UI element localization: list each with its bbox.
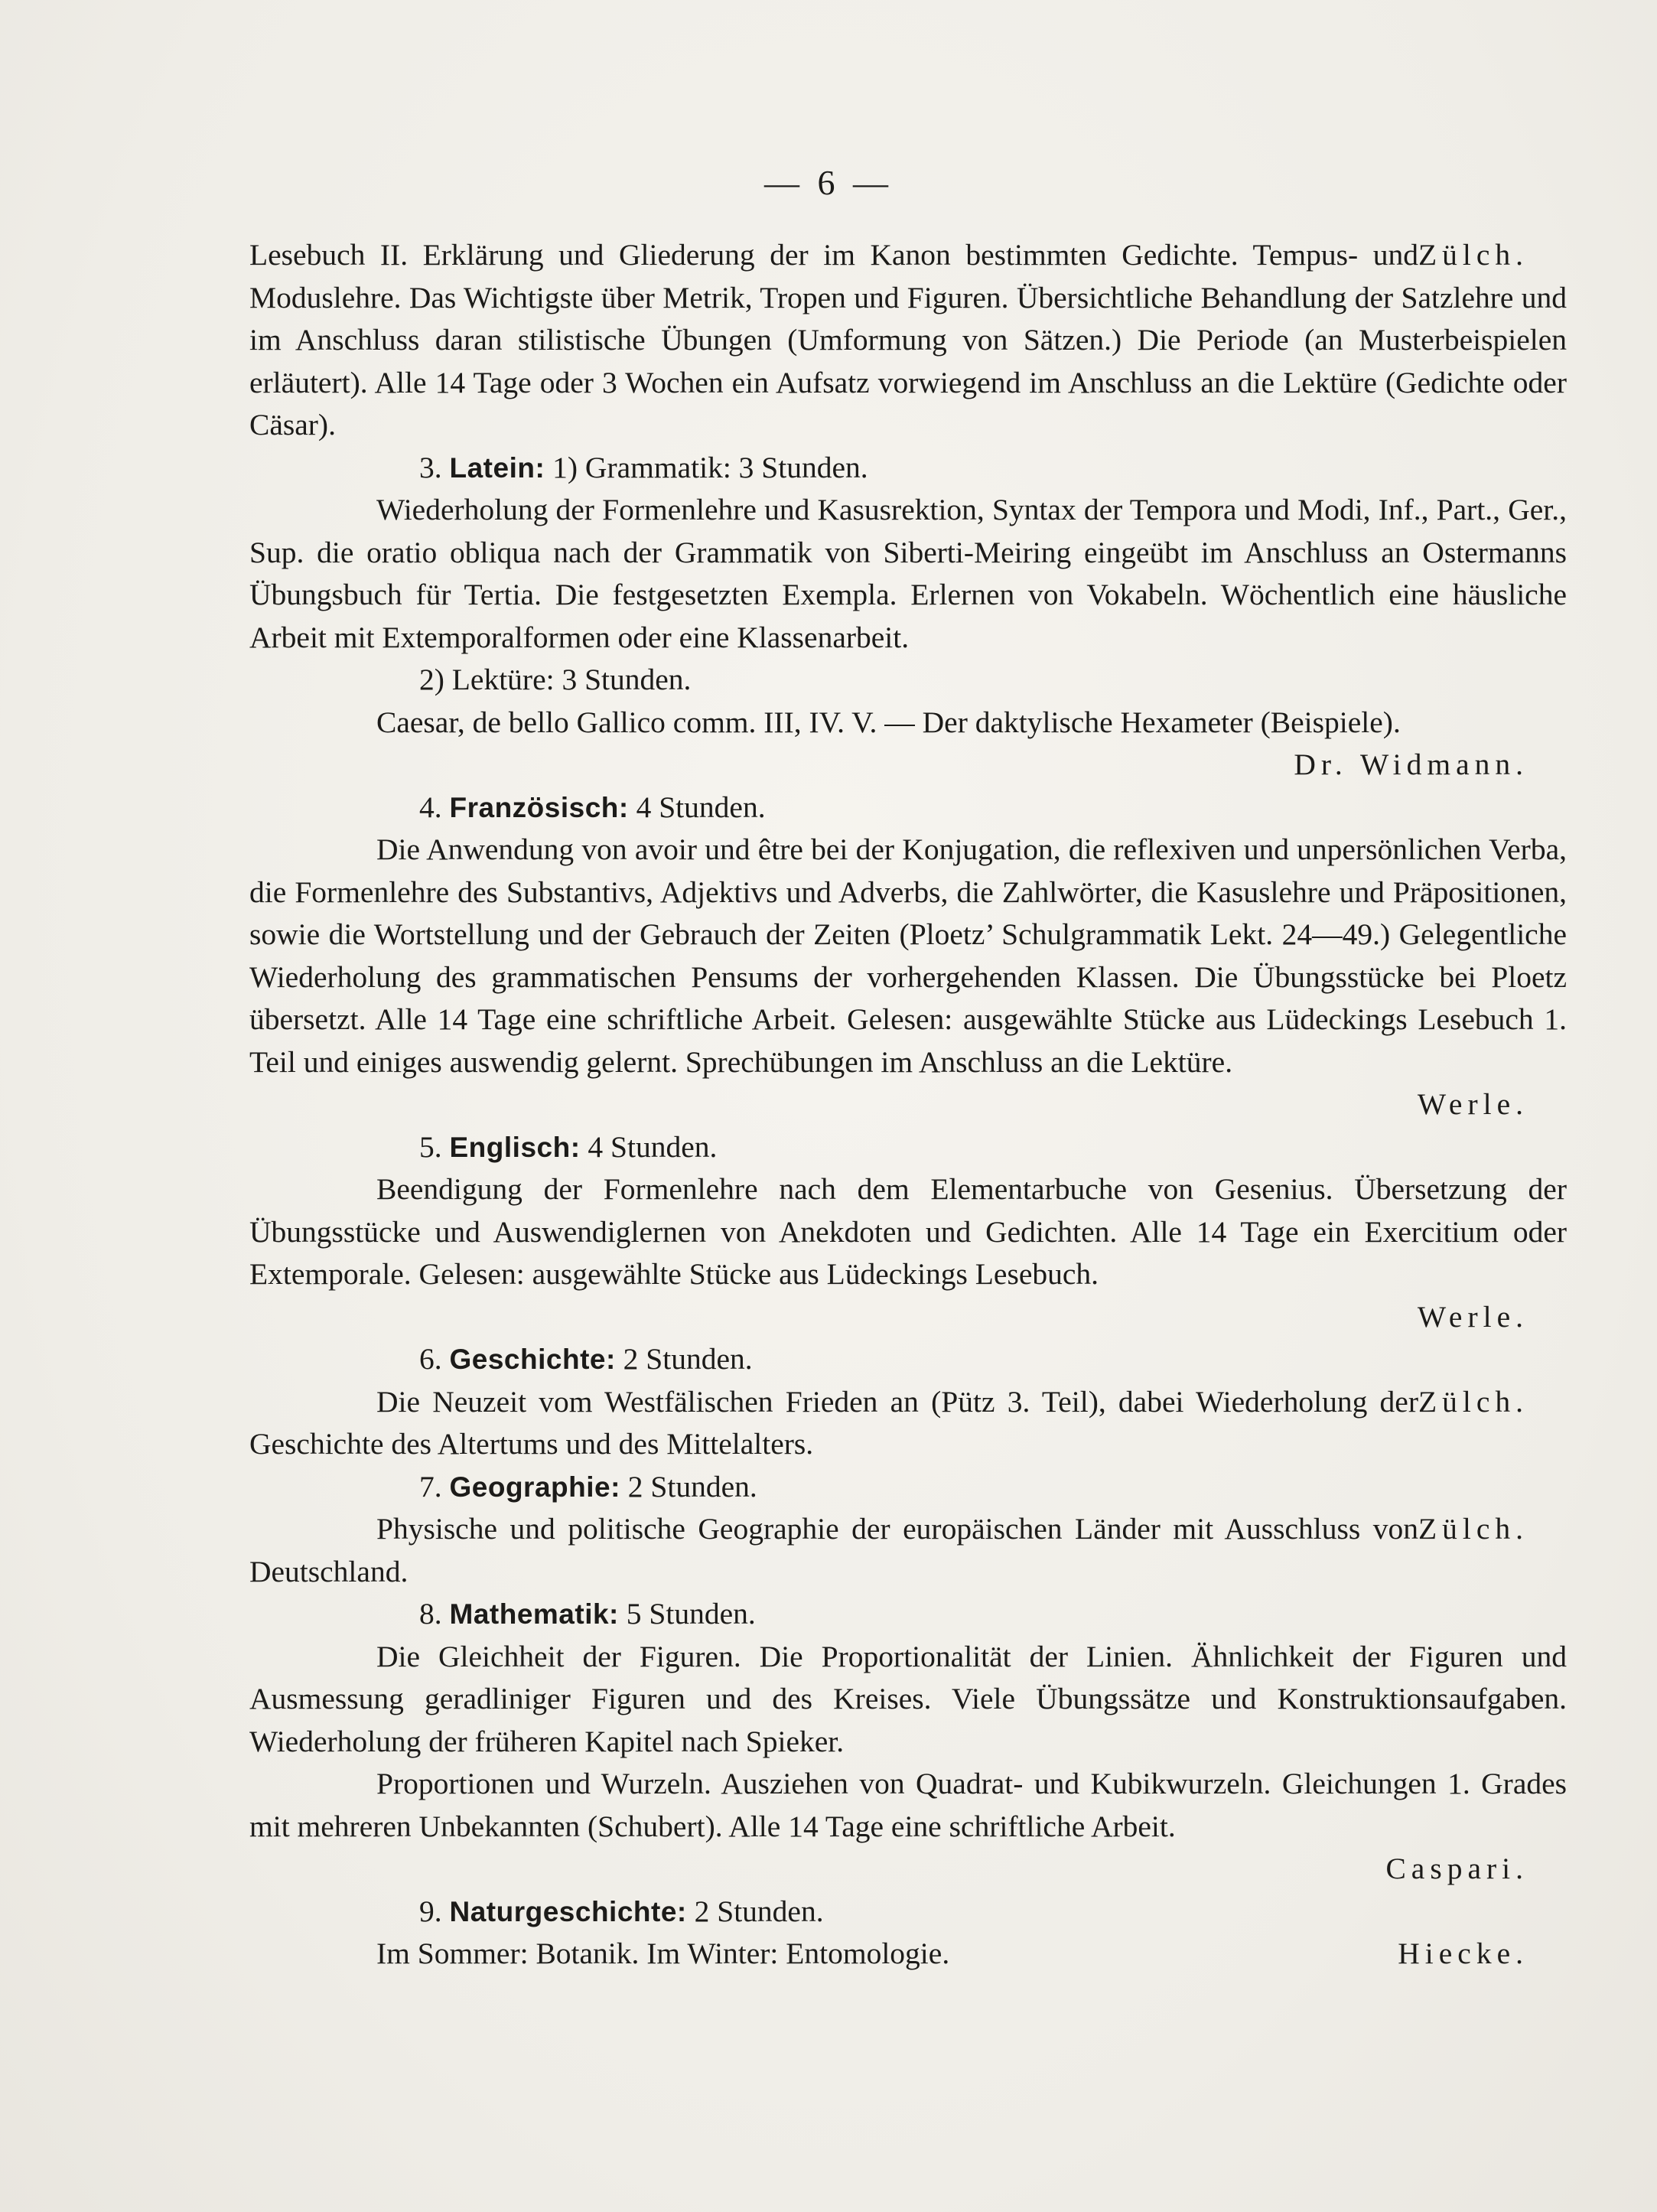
paragraph — [249, 1381, 1567, 1466]
section-hours: 1) Grammatik: 3 Stunden. — [552, 450, 868, 484]
paragraph — [249, 1168, 1567, 1296]
paragraph-text: Im Sommer: Botanik. Im Winter: Entomologie. — [376, 1937, 950, 1970]
section-number: 5. — [419, 1129, 442, 1164]
paragraph-text: Die Neuzeit vom Westfälischen Frieden an (Pütz 3. Teil), dabei Wiederholung der Geschichte des Altertums und des Mittelalters. — [249, 1384, 1418, 1461]
paragraph — [249, 234, 1567, 447]
section-hours: 2 Stunden. — [623, 1342, 753, 1376]
paragraph-text: Physische und politische Geographie der europäischen Länder mit Ausschluss von Deutschland. — [249, 1512, 1418, 1588]
section-hours: 2 Stunden. — [694, 1894, 824, 1928]
paragraph-text: Caesar, de bello Gallico comm. III, IV. V. — Der daktylische Hexameter (Beispiele). — [376, 705, 1401, 739]
paragraph — [249, 1933, 1567, 1976]
section-number: 7. — [419, 1469, 442, 1503]
section-heading — [249, 1126, 1567, 1169]
teacher-signature: Hiecke. — [1398, 1937, 1528, 1970]
section-number: 6. — [419, 1342, 442, 1376]
section-number: 8. — [419, 1597, 442, 1630]
teacher-signature: Werle. — [1417, 1087, 1528, 1121]
section-hours: 4 Stunden. — [588, 1129, 718, 1164]
section-title: Englisch: — [449, 1131, 581, 1163]
teacher-signature: Zülch. — [1418, 1384, 1528, 1419]
section-title: Geographie: — [449, 1471, 620, 1503]
section-title: Naturgeschichte: — [449, 1895, 687, 1927]
text-body — [249, 234, 1567, 1976]
section-hours: 5 Stunden. — [626, 1597, 756, 1630]
section-hours: 2) Lektüre: 3 Stunden. — [419, 663, 692, 696]
paragraph — [249, 702, 1567, 744]
page-number: — 6 — — [764, 163, 893, 202]
section-number: 3. — [419, 450, 442, 484]
section-title: Geschichte: — [449, 1344, 616, 1375]
paragraph — [249, 1636, 1567, 1764]
section-heading — [249, 787, 1567, 829]
paragraph — [249, 1508, 1567, 1593]
teacher-signature: Werle. — [1417, 1299, 1528, 1334]
paragraph — [249, 1763, 1567, 1848]
paragraph-text: Beendigung der Formenlehre nach dem Elementarbuche von Gesenius. Übersetzung der Übungsstücke und Auswendiglernen von Anekdoten und Gedichten. Alle 14 Tage ein Exercitium oder Extemporale. Gelesen: ausgewählte Stücke aus Lüdeckings Lesebuch. — [249, 1172, 1567, 1291]
section-heading — [249, 1466, 1567, 1509]
paragraph — [249, 829, 1567, 1083]
teacher-signature: Zülch. — [1418, 1512, 1528, 1546]
section-heading — [249, 1338, 1567, 1381]
section-title: Mathematik: — [449, 1598, 619, 1630]
paragraph — [249, 489, 1567, 659]
teacher-signature: Dr. Widmann. — [1294, 748, 1528, 781]
teacher-signature: Caspari. — [1385, 1852, 1528, 1885]
section-number: 9. — [419, 1894, 442, 1928]
section-heading — [249, 1891, 1567, 1933]
paragraph-text: Wiederholung der Formenlehre und Kasusrektion, Syntax der Tempora und Modi, Inf., Part., Ger., Sup. die oratio obliqua nach der Grammatik von Siberti-Meiring eingeübt im Anschluss an Ostermanns Übungsbuch für Tertia. Die festgesetzten Exempla. Erlernen von Vokabeln. Wöchentlich eine häusliche Arbeit mit Extemporalformen oder eine Klassenarbeit. — [249, 493, 1567, 654]
paragraph-text: Lesebuch II. Erklärung und Gliederung der im Kanon bestimmten Gedichte. Tempus- und Moduslehre. Das Wichtigste über Metrik, Tropen und Figuren. Übersichtliche Behandlung der Satzlehre und im Anschluss daran stilistische Übungen (Umformung von Sätzen.) Die Periode (an Musterbeispielen erläutert). Alle 14 Tage oder 3 Wochen ein Aufsatz vorwiegend im Anschluss an die Lektüre (Gedichte oder Cäsar). — [249, 238, 1567, 441]
paragraph-text: Die Gleichheit der Figuren. Die Proportionalität der Linien. Ähnlichkeit der Figuren und Ausmessung geradliniger Figuren und des Kreises. Viele Übungssätze und Konstruktionsaufgaben. Wiederholung der früheren Kapitel nach Spieker. — [249, 1639, 1567, 1758]
section-title: Französisch: — [449, 791, 629, 823]
teacher-signature: Zülch. — [1418, 238, 1528, 272]
section-heading — [249, 447, 1567, 490]
section-heading — [249, 1593, 1567, 1636]
section-heading — [249, 659, 1567, 702]
paragraph-text: Die Anwendung von avoir und être bei der Konjugation, die reflexiven und unpersönlichen Verba, die Formenlehre des Substantivs, Adjektivs und Adverbs, die Zahlwörter, die Kasuslehre und Präpositionen, sowie die Wortstellung und der Gebrauch der Zeiten (Ploetz’ Schulgrammatik Lekt. 24—49.) Gelegentliche Wiederholung des grammatischen Pensums der vorhergehenden Klassen. Die Übungsstücke bei Ploetz übersetzt. Alle 14 Tage eine schriftliche Arbeit. Gelesen: ausgewählte Stücke aus Lüdeckings Lesebuch 1. Teil und einiges auswendig gelernt. Sprechübungen im Anschluss an die Lektüre. — [249, 832, 1567, 1079]
paragraph-text: Proportionen und Wurzeln. Ausziehen von Quadrat- und Kubikwurzeln. Gleichungen 1. Grades mit mehreren Unbekannten (Schubert). Alle 14 Tage eine schriftliche Arbeit. — [249, 1767, 1567, 1843]
section-number: 4. — [419, 790, 442, 824]
section-hours: 2 Stunden. — [627, 1469, 757, 1503]
section-title: Latein: — [449, 451, 545, 484]
section-hours: 4 Stunden. — [636, 790, 766, 824]
